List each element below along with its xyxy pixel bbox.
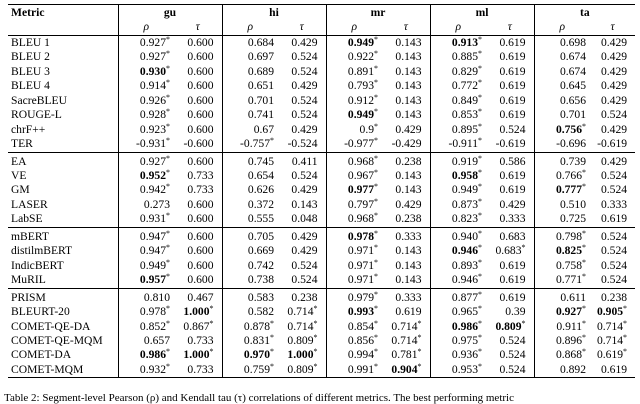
cell-hi-rho: 0.654 [247, 168, 274, 182]
table-row [8, 94, 635, 108]
metric-name: COMET-QE-DA [8, 320, 118, 334]
cell-mr-tau: 0.238 [382, 152, 430, 169]
cell-mr-rho: 0.922* [347, 49, 379, 64]
cell-ml-tau: -0.619 [486, 137, 534, 152]
cell-mr-rho: 0.854* [347, 318, 379, 333]
cell-ml-tau: 0.683* [486, 244, 534, 258]
cell-ta-rho: 0.911* [556, 318, 587, 333]
cell-ml-rho: 0.877* [430, 288, 486, 305]
cell-hi-tau: 0.809* [278, 363, 326, 378]
cell-hi-tau: 0.524 [278, 108, 326, 122]
cell-ta-rho: 0.927* [555, 304, 587, 319]
cell-ta-rho: 0.771* [555, 272, 587, 287]
table-row [8, 320, 635, 334]
cell-ta-rho: 0.674 [559, 50, 587, 64]
cell-ml-rho: 0.975* [451, 332, 483, 347]
cell-mr-tau: 0.143 [382, 79, 430, 93]
cell-ml-rho: 0.849* [451, 92, 483, 107]
cell-gu-rho: 0.657 [143, 333, 170, 347]
table-row [8, 35, 635, 50]
cell-mr-tau: 0.333 [382, 288, 430, 305]
header-tau-hi: τ [278, 20, 326, 35]
cell-hi-tau: 0.429 [278, 35, 326, 50]
cell-hi-rho: -0.757* [240, 136, 274, 151]
cell-hi-tau: 0.524 [278, 259, 326, 273]
cell-ta-rho: 0.611 [534, 288, 590, 305]
cell-gu-rho: 0.942* [139, 182, 170, 197]
cell-ml-rho: 0.829* [451, 63, 483, 78]
metric-name: COMET-QE-MQM [8, 334, 118, 348]
cell-mr-tau: 0.143 [382, 169, 430, 183]
cell-ml-rho: 0.913* [430, 35, 486, 50]
cell-ta-tau: 0.905* [596, 304, 628, 319]
cell-hi-rho: 0.831* [243, 332, 274, 347]
cell-gu-tau: 0.600 [174, 244, 222, 258]
cell-gu-rho: 0.927* [139, 49, 170, 64]
cell-gu-tau: 0.600 [174, 108, 222, 122]
cell-mr-rho: 0.971* [347, 272, 379, 287]
metric-name: PRISM [8, 288, 118, 305]
cell-hi-rho: 0.878* [243, 318, 274, 333]
cell-ta-rho: 0.698 [534, 35, 590, 50]
cell-hi-rho: 0.651 [247, 79, 274, 93]
cell-gu-rho: 0.930* [139, 63, 170, 78]
cell-ml-rho: 0.919* [430, 152, 486, 169]
cell-gu-rho: 0.923* [139, 121, 170, 136]
cell-ta-rho: 0.798* [534, 227, 590, 244]
cell-ml-tau: 0.683 [486, 227, 534, 244]
cell-ta-tau: 0.429 [600, 122, 628, 136]
cell-gu-tau: 1.000* [174, 348, 222, 362]
cell-mr-tau: 0.714* [382, 334, 430, 348]
cell-gu-rho: 0.810 [118, 288, 174, 305]
cell-ml-rho: 0.853* [451, 107, 483, 122]
cell-hi-tau: 0.524 [278, 169, 326, 183]
cell-mr-rho: 0.856* [347, 332, 379, 347]
table-row [8, 123, 635, 137]
cell-hi-tau: 0.429 [278, 79, 326, 93]
cell-ml-tau: 0.619 [486, 273, 534, 288]
metric-name: BLEURT-20 [8, 305, 118, 319]
cell-ta-rho: 0.758* [555, 257, 587, 272]
header-lang-ml: ml [430, 5, 534, 21]
table-row [8, 273, 635, 288]
cell-gu-rho: 0.931* [139, 211, 170, 226]
cell-ta-rho: 0.766* [555, 167, 587, 182]
cell-hi-rho: 0.697 [247, 50, 274, 64]
cell-gu-rho: 0.947* [139, 243, 170, 258]
cell-gu-tau: 0.600 [174, 94, 222, 108]
cell-ta-tau: -0.619 [597, 137, 628, 151]
cell-mr-rho: 0.967* [347, 167, 379, 182]
cell-mr-tau: 0.238 [382, 212, 430, 227]
table-row [8, 137, 635, 152]
metric-name: LabSE [8, 212, 118, 227]
cell-mr-rho: 0.977* [347, 182, 379, 197]
header-row-languages [8, 5, 635, 21]
cell-mr-tau: 0.619 [382, 305, 430, 319]
cell-mr-rho: 0.971* [347, 243, 379, 258]
cell-ta-tau: 0.524 [600, 244, 628, 258]
cell-mr-tau: 0.143 [382, 94, 430, 108]
cell-gu-tau: 0.600 [174, 50, 222, 64]
cell-hi-rho: 0.555 [247, 212, 274, 226]
cell-ml-rho: 0.946* [451, 272, 483, 287]
cell-gu-rho: 0.928* [139, 107, 170, 122]
cell-ml-rho: 0.893* [451, 257, 483, 272]
metric-name: EA [8, 152, 118, 169]
cell-gu-rho: 0.957* [139, 272, 170, 287]
metric-name: TER [8, 137, 118, 152]
table-row [8, 212, 635, 227]
cell-hi-rho: 0.705 [222, 227, 278, 244]
cell-ml-rho: 0.940* [430, 227, 486, 244]
cell-gu-tau: 0.733 [174, 169, 222, 183]
cell-ta-tau: 0.429 [600, 79, 628, 93]
cell-mr-tau: 0.333 [382, 227, 430, 244]
table-caption: Table 2: Segment-level Pearson (ρ) and Kendall tau (τ) correlations of different metrics. The best performing metric [4, 392, 514, 404]
table-row [8, 50, 635, 64]
cell-ml-tau: 0.619 [486, 65, 534, 79]
cell-mr-tau: 0.143 [382, 259, 430, 273]
cell-ml-rho: 0.949* [451, 182, 483, 197]
cell-hi-tau: 0.524 [278, 50, 326, 64]
metric-name: COMET-MQM [8, 363, 118, 378]
cell-ta-tau: 0.619 [600, 212, 628, 226]
cell-gu-rho: 0.852* [139, 318, 170, 333]
cell-gu-tau: 0.600 [174, 212, 222, 227]
cell-gu-rho: 0.949* [139, 257, 170, 272]
header-rho-mr: ρ [351, 20, 358, 34]
cell-hi-rho: 0.372 [247, 197, 274, 211]
metric-name: SacreBLEU [8, 94, 118, 108]
cell-hi-rho: 0.970* [243, 347, 274, 362]
cell-ml-rho: -0.911* [448, 136, 483, 151]
cell-ml-rho: 0.873* [451, 196, 483, 211]
cell-hi-rho: 0.741 [247, 108, 274, 122]
cell-mr-rho: 0.991* [326, 363, 382, 378]
header-tau-mr: τ [382, 20, 430, 35]
table-row [8, 169, 635, 183]
cell-gu-tau: 0.600 [174, 152, 222, 169]
cell-gu-rho: 0.926* [139, 92, 170, 107]
cell-gu-tau: 0.600 [174, 227, 222, 244]
cell-gu-tau: 1.000* [174, 305, 222, 319]
cell-mr-tau: 0.429 [382, 123, 430, 137]
cell-mr-tau: 0.781* [382, 348, 430, 362]
cell-hi-tau: 0.143 [278, 198, 326, 212]
header-tau-ml: τ [486, 20, 534, 35]
header-tau-gu: τ [174, 20, 222, 35]
table-row [8, 244, 635, 258]
cell-gu-tau: 0.600 [174, 65, 222, 79]
header-lang-hi: hi [222, 5, 326, 21]
cell-ta-rho: 0.645 [559, 79, 587, 93]
cell-hi-tau: -0.524 [278, 137, 326, 152]
cell-ml-rho: 0.885* [451, 49, 483, 64]
cell-gu-rho: 0.927* [118, 35, 174, 50]
cell-hi-rho: 0.684 [222, 35, 278, 50]
cell-ml-tau: 0.524 [486, 334, 534, 348]
cell-mr-tau: 0.904* [382, 363, 430, 378]
cell-gu-tau: 0.600 [174, 259, 222, 273]
cell-ml-tau: 0.619 [486, 108, 534, 122]
cell-ml-tau: 0.333 [486, 212, 534, 227]
header-blank [8, 20, 118, 35]
cell-ta-rho: 0.892 [534, 363, 590, 378]
cell-mr-tau: 0.143 [382, 35, 430, 50]
header-tau-ta: τ [610, 20, 615, 34]
header-lang-ta: ta [534, 5, 635, 21]
cell-ta-tau: 0.429 [600, 93, 628, 107]
cell-gu-rho: 0.952* [139, 167, 170, 182]
cell-mr-rho: 0.968* [326, 152, 382, 169]
cell-hi-rho: 0.583 [222, 288, 278, 305]
metric-name: COMET-DA [8, 348, 118, 362]
cell-mr-rho: 0.979* [326, 288, 382, 305]
cell-hi-tau: 0.524 [278, 273, 326, 288]
cell-gu-rho: 0.273 [143, 197, 170, 211]
cell-hi-tau: 0.429 [278, 244, 326, 258]
cell-ta-tau: 0.524 [600, 258, 628, 272]
cell-mr-tau: 0.143 [382, 65, 430, 79]
cell-ta-tau: 0.238 [590, 288, 635, 305]
cell-mr-tau: 0.429 [382, 198, 430, 212]
cell-ml-rho: 0.965* [451, 304, 483, 319]
metric-name: LASER [8, 198, 118, 212]
table-row [8, 363, 635, 378]
cell-ml-tau: 0.619 [486, 50, 534, 64]
table-row [8, 288, 635, 305]
cell-mr-rho: 0.949* [347, 107, 379, 122]
cell-hi-rho: 0.742 [247, 258, 274, 272]
cell-ml-rho: 0.823* [451, 211, 483, 226]
cell-ta-tau: 0.714* [596, 332, 628, 347]
cell-mr-rho: 0.978* [326, 227, 382, 244]
header-rho-ta: ρ [559, 20, 566, 34]
cell-ta-tau: 0.429 [600, 50, 628, 64]
header-lang-gu: gu [118, 5, 222, 21]
cell-ml-tau: 0.524 [486, 123, 534, 137]
metric-name: VE [8, 169, 118, 183]
cell-ml-tau: 0.524 [486, 363, 534, 378]
cell-hi-tau: 0.411 [278, 152, 326, 169]
cell-gu-rho: 0.927* [118, 152, 174, 169]
cell-mr-rho: 0.994* [347, 347, 379, 362]
cell-ta-rho: 0.739 [534, 152, 590, 169]
cell-hi-rho: 0.582 [247, 305, 274, 319]
cell-ml-tau: 0.619 [486, 94, 534, 108]
cell-mr-tau: 0.143 [382, 183, 430, 197]
cell-hi-tau: 0.524 [278, 65, 326, 79]
cell-ta-tau: 0.524 [600, 183, 628, 197]
cell-hi-tau: 1.000* [278, 348, 326, 362]
cell-hi-tau: 0.714* [278, 305, 326, 319]
metric-name: GM [8, 183, 118, 197]
cell-gu-rho: 0.947* [118, 227, 174, 244]
table-row [8, 305, 635, 319]
cell-gu-rho: 0.978* [139, 304, 170, 319]
cell-hi-tau: 0.429 [278, 123, 326, 137]
table-row [8, 108, 635, 122]
table-row [8, 334, 635, 348]
cell-mr-rho: 0.968* [347, 211, 379, 226]
cell-ta-rho: 0.674 [559, 64, 587, 78]
cell-ta-tau: 0.524 [590, 227, 635, 244]
cell-mr-rho: 0.797* [347, 196, 379, 211]
table-row [8, 198, 635, 212]
cell-mr-rho: 0.9* [359, 121, 379, 136]
cell-mr-tau: 0.143 [382, 50, 430, 64]
cell-ml-rho: 0.936* [451, 347, 483, 362]
cell-hi-rho: 0.626 [247, 183, 274, 197]
cell-ml-tau: 0.524 [486, 348, 534, 362]
cell-ta-rho: 0.656 [559, 93, 587, 107]
cell-ml-tau: 0.809* [486, 320, 534, 334]
metric-name: chrF++ [8, 123, 118, 137]
cell-ta-tau: 0.619* [596, 347, 628, 362]
cell-hi-tau: 0.238 [278, 288, 326, 305]
cell-ml-tau: 0.429 [486, 198, 534, 212]
results-table-container [8, 4, 635, 378]
table-row [8, 65, 635, 79]
cell-hi-rho: 0.701 [247, 93, 274, 107]
cell-ta-rho: 0.777* [555, 182, 587, 197]
cell-ta-tau: 0.524 [600, 273, 628, 287]
table-row [8, 183, 635, 197]
cell-ml-tau: 0.586 [486, 152, 534, 169]
cell-hi-tau: 0.809* [278, 334, 326, 348]
metric-name: distilmBERT [8, 244, 118, 258]
cell-hi-rho: 0.689 [247, 64, 274, 78]
cell-hi-rho: 0.759* [222, 363, 278, 378]
cell-ta-rho: -0.696 [556, 137, 587, 151]
cell-gu-tau: 0.867* [174, 320, 222, 334]
cell-gu-tau: 0.600 [174, 273, 222, 288]
header-rho-gu: ρ [143, 20, 150, 34]
cell-ta-rho: 0.756* [555, 121, 587, 136]
cell-mr-tau: 0.143 [382, 244, 430, 258]
cell-ml-tau: 0.619 [486, 259, 534, 273]
metric-name: mBERT [8, 227, 118, 244]
cell-gu-tau: 0.733 [174, 334, 222, 348]
cell-ml-rho: 0.986* [451, 318, 483, 333]
cell-mr-rho: 0.993* [347, 304, 379, 319]
cell-ta-tau: 0.429 [590, 35, 635, 50]
cell-ta-rho: 0.701 [559, 108, 587, 122]
metric-name: MuRIL [8, 273, 118, 288]
table-row [8, 259, 635, 273]
cell-ml-rho: 0.772* [451, 78, 483, 93]
cell-ta-rho: 0.896* [555, 332, 587, 347]
cell-ml-tau: 0.619 [486, 183, 534, 197]
cell-ml-rho: 0.953* [430, 363, 486, 378]
metric-name: BLEU 1 [8, 35, 118, 50]
cell-ml-rho: 0.958* [451, 167, 483, 182]
cell-gu-tau: 0.600 [174, 198, 222, 212]
cell-mr-tau: 0.143 [382, 273, 430, 288]
header-row-coefficients [8, 20, 635, 35]
cell-hi-tau: 0.429 [278, 227, 326, 244]
header-lang-mr: mr [326, 5, 430, 21]
cell-ta-tau: 0.524 [600, 108, 628, 122]
cell-ml-rho: 0.895* [451, 121, 483, 136]
cell-gu-tau: 0.733 [174, 363, 222, 378]
cell-ta-rho: 0.825* [555, 243, 587, 258]
cell-mr-tau: 0.714* [382, 320, 430, 334]
cell-mr-rho: 0.971* [347, 257, 379, 272]
cell-hi-rho: 0.67 [253, 122, 274, 136]
cell-ta-tau: 0.429 [590, 152, 635, 169]
metric-name: BLEU 3 [8, 65, 118, 79]
cell-gu-tau: 0.600 [174, 79, 222, 93]
cell-hi-tau: 0.714* [278, 320, 326, 334]
metric-name: IndicBERT [8, 259, 118, 273]
cell-mr-rho: 0.891* [347, 63, 379, 78]
cell-ta-tau: 0.333 [600, 197, 628, 211]
table-row [8, 348, 635, 362]
cell-mr-tau: 0.143 [382, 108, 430, 122]
cell-gu-rho: 0.986* [139, 347, 170, 362]
cell-ml-tau: 0.619 [486, 79, 534, 93]
cell-ta-tau: 0.714* [596, 318, 628, 333]
cell-ml-tau: 0.619 [486, 288, 534, 305]
metric-name: BLEU 4 [8, 79, 118, 93]
cell-hi-tau: 0.048 [278, 212, 326, 227]
cell-gu-rho: 0.932* [118, 363, 174, 378]
cell-ta-tau: 0.524 [600, 168, 628, 182]
cell-mr-rho: 0.912* [347, 92, 379, 107]
table-row [8, 79, 635, 93]
cell-ml-tau: 0.619 [486, 35, 534, 50]
metric-name: BLEU 2 [8, 50, 118, 64]
cell-mr-rho: 0.793* [347, 78, 379, 93]
cell-gu-tau: 0.467 [174, 288, 222, 305]
results-table [8, 4, 635, 378]
cell-hi-rho: 0.669 [247, 244, 274, 258]
table-row [8, 227, 635, 244]
cell-gu-tau: -0.600 [174, 137, 222, 152]
cell-gu-rho: 0.914* [139, 78, 170, 93]
cell-mr-tau: -0.429 [382, 137, 430, 152]
cell-ta-rho: 0.510 [559, 197, 587, 211]
cell-gu-tau: 0.600 [174, 123, 222, 137]
cell-mr-rho: 0.949* [326, 35, 382, 50]
cell-ta-tau: 0.429 [600, 64, 628, 78]
cell-ta-rho: 0.725 [559, 212, 587, 226]
cell-mr-rho: -0.977* [344, 136, 379, 151]
header-rho-hi: ρ [247, 20, 254, 34]
table-row [8, 152, 635, 169]
cell-gu-rho: -0.931* [136, 136, 170, 151]
cell-hi-tau: 0.524 [278, 94, 326, 108]
cell-gu-tau: 0.733 [174, 183, 222, 197]
cell-ml-tau: 0.619 [486, 169, 534, 183]
cell-hi-rho: 0.738 [247, 273, 274, 287]
header-metric: Metric [8, 5, 118, 21]
cell-ta-tau: 0.619 [590, 363, 635, 378]
cell-hi-rho: 0.745 [222, 152, 278, 169]
cell-gu-tau: 0.600 [174, 35, 222, 50]
cell-ml-tau: 0.39 [486, 305, 534, 319]
metric-name: ROUGE-L [8, 108, 118, 122]
header-rho-ml: ρ [455, 20, 462, 34]
cell-hi-tau: 0.429 [278, 183, 326, 197]
cell-ml-rho: 0.946* [451, 243, 483, 258]
cell-ta-rho: 0.868* [555, 347, 587, 362]
